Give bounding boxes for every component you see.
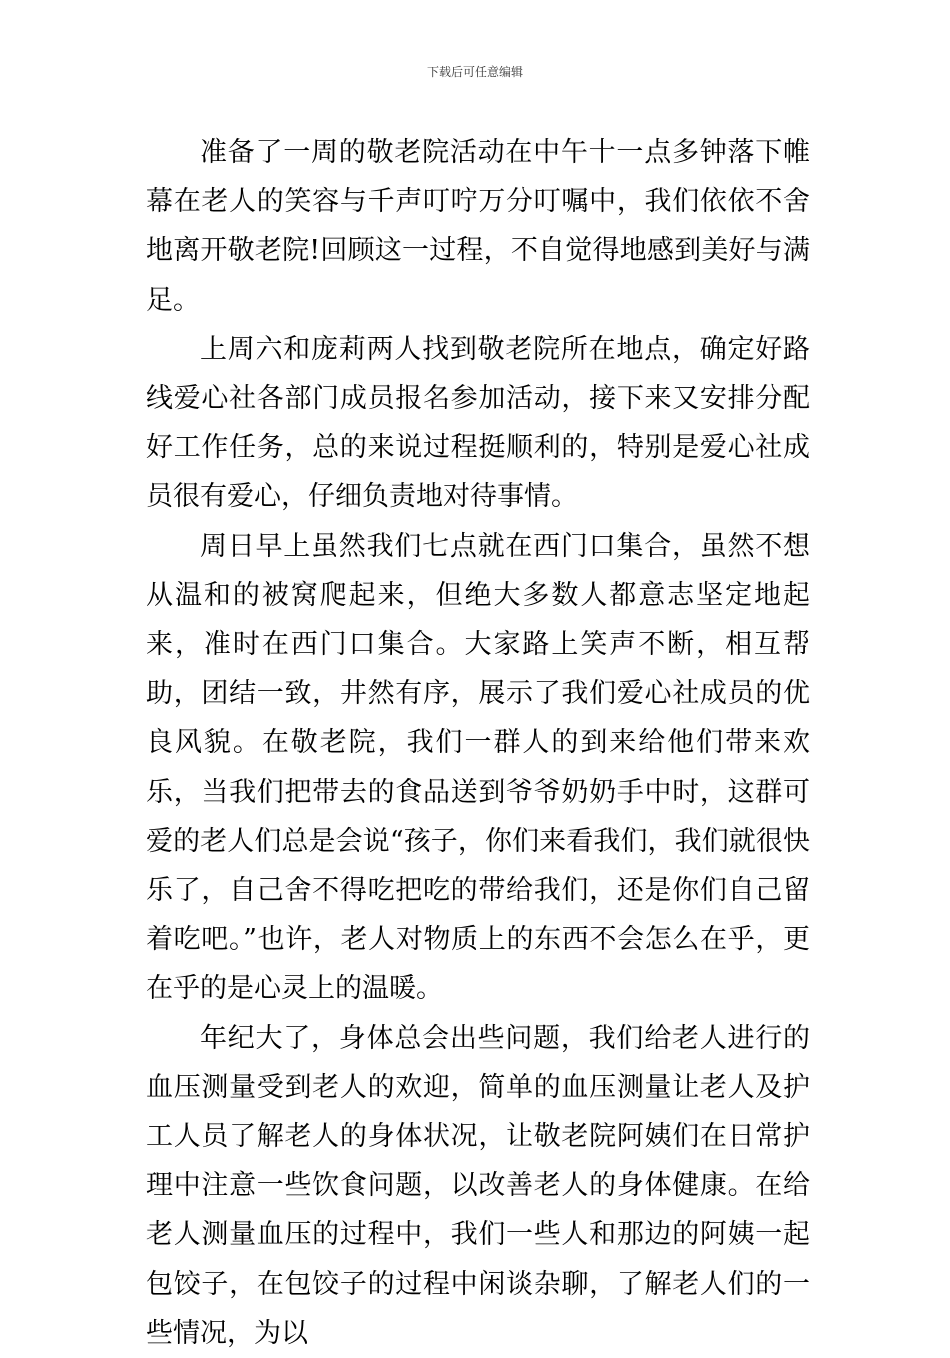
page-header: 下载后可任意编辑 [426,65,523,79]
paragraph-3: 周日早上虽然我们七点就在西门口集合，虽然不想从温和的被窝爬起来，但绝大多数人都意志坚定地起来，准时在西门口集合。大家路上笑声不断，相互帮助，团结一致，井然有序，展示了我们爱心社成员的优良风貌。在敬老院，我们一群人的到来给他们带来欢乐，当我们把带去的食品送到爷爷奶奶手中时，这群可爱的老人们总是会说“孩子，你们来看我们，我们就很快乐了，自己舍不得吃把吃的带给我们，还是你们自己留着吃吧。”也许，老人对物质上的东西不会怎么在乎，更在乎的是心灵上的温暖。 [146,530,810,1005]
paragraph-2: 上周六和庞莉两人找到敬老院所在地点，确定好路线爱心社各部门成员报名参加活动，接下来又安排分配好工作任务，总的来说过程挺顺利的，特别是爱心社成员很有爱心，仔细负责地对待事情。 [146,333,810,513]
paragraph-4: 年纪大了，身体总会出些问题，我们给老人进行的血压测量受到老人的欢迎，简单的血压测量让老人及护工人员了解老人的身体状况，让敬老院阿姨们在日常护理中注意一些饮食问题，以改善老人的身体健康。在给老人测量血压的过程中，我们一些人和那边的阿姨一起包饺子，在包饺子的过程中闲谈杂聊，了解老人们的一些情况，为以 [146,1022,810,1349]
paragraph-1: 准备了一周的敬老院活动在中午十一点多钟落下帷幕在老人的笑容与千声叮咛万分叮嘱中，我们依依不舍地离开敬老院!回顾这一过程，不自觉得地感到美好与满足。 [146,137,810,316]
document-body [146,128,810,1358]
